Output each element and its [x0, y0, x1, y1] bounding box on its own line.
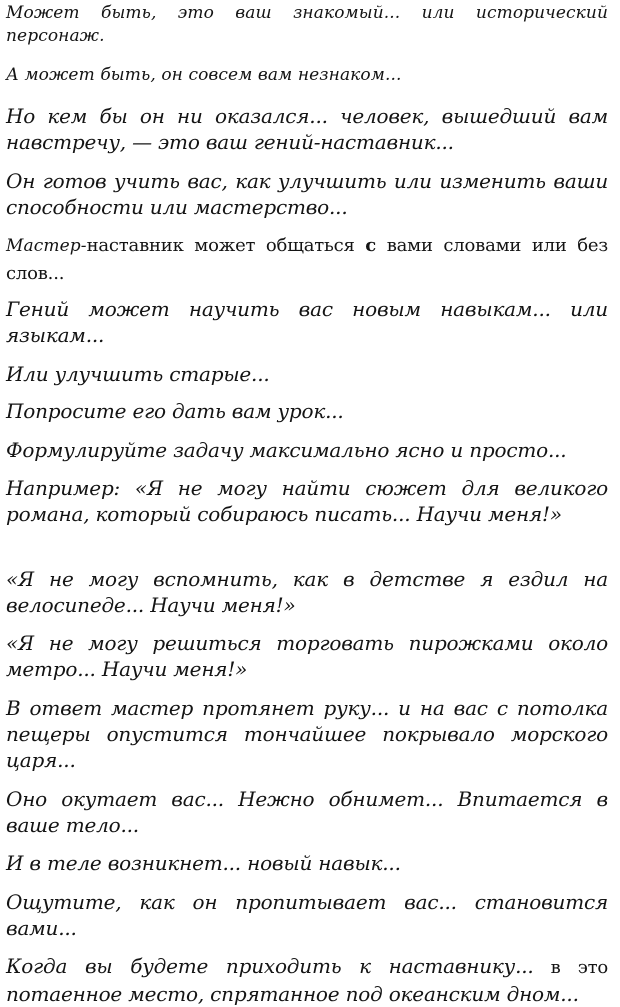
paragraph-15: И в теле возникнет... новый навык...	[6, 851, 401, 875]
paragraph-11: «Я не могу вспомнить, как в детстве я ездил на велосипеде... Научи меня!»	[6, 567, 608, 617]
paragraph-1: Может быть, это ваш знакомый... или исторический персонаж.	[6, 3, 608, 46]
paragraph-6: Гений может научить вас новым навыкам... или языкам...	[6, 297, 608, 347]
paragraph-4: Он готов учить вас, как улучшить или изменить ваши способности или мастерство...	[6, 169, 608, 219]
paragraph-9: Формулируйте задачу максимально ясно и просто...	[6, 438, 567, 462]
paragraph-17	[6, 953, 608, 1007]
paragraph-14: Оно окутает вас... Нежно обнимет... Впитается в ваше тело...	[6, 787, 608, 837]
paragraph-5-tail: вами словами или без слов...	[6, 235, 608, 284]
paragraph-17-lead: Когда вы будете приходить к наставнику...	[6, 954, 534, 978]
paragraph-10: Например: «Я не могу найти сюжет для великого романа, который собираюсь писать... Научи меня!»	[6, 476, 608, 526]
paragraph-2: А может быть, он совсем вам незнаком...	[6, 65, 402, 85]
paragraph-12: «Я не могу решиться торговать пирожками около метро... Научи меня!»	[6, 631, 608, 681]
paragraph-8: Попросите его дать вам урок...	[6, 399, 344, 423]
paragraph-16: Ощутите, как он пропитывает вас... становится вами...	[6, 890, 608, 940]
paragraph-13: В ответ мастер протянет руку... и на вас с потолка пещеры опустится тончайшее покрывало морского царя...	[6, 696, 608, 772]
paragraph-7: Или улучшить старые...	[6, 362, 270, 386]
paragraph-17-tail: потаенное место, спрятанное под океанским дном...	[6, 982, 579, 1006]
paragraph-3: Но кем бы он ни оказался... человек, вышедший вам навстречу, — это ваш гений-наставник...	[6, 104, 608, 154]
paragraph-5-letter-c: с	[365, 235, 377, 256]
paragraph-5-lead: Мастер-	[6, 236, 87, 256]
paragraph-5-mid: наставник может общаться	[86, 235, 366, 256]
paragraph-5	[6, 231, 608, 287]
paragraph-17-upright: в это	[533, 957, 608, 978]
